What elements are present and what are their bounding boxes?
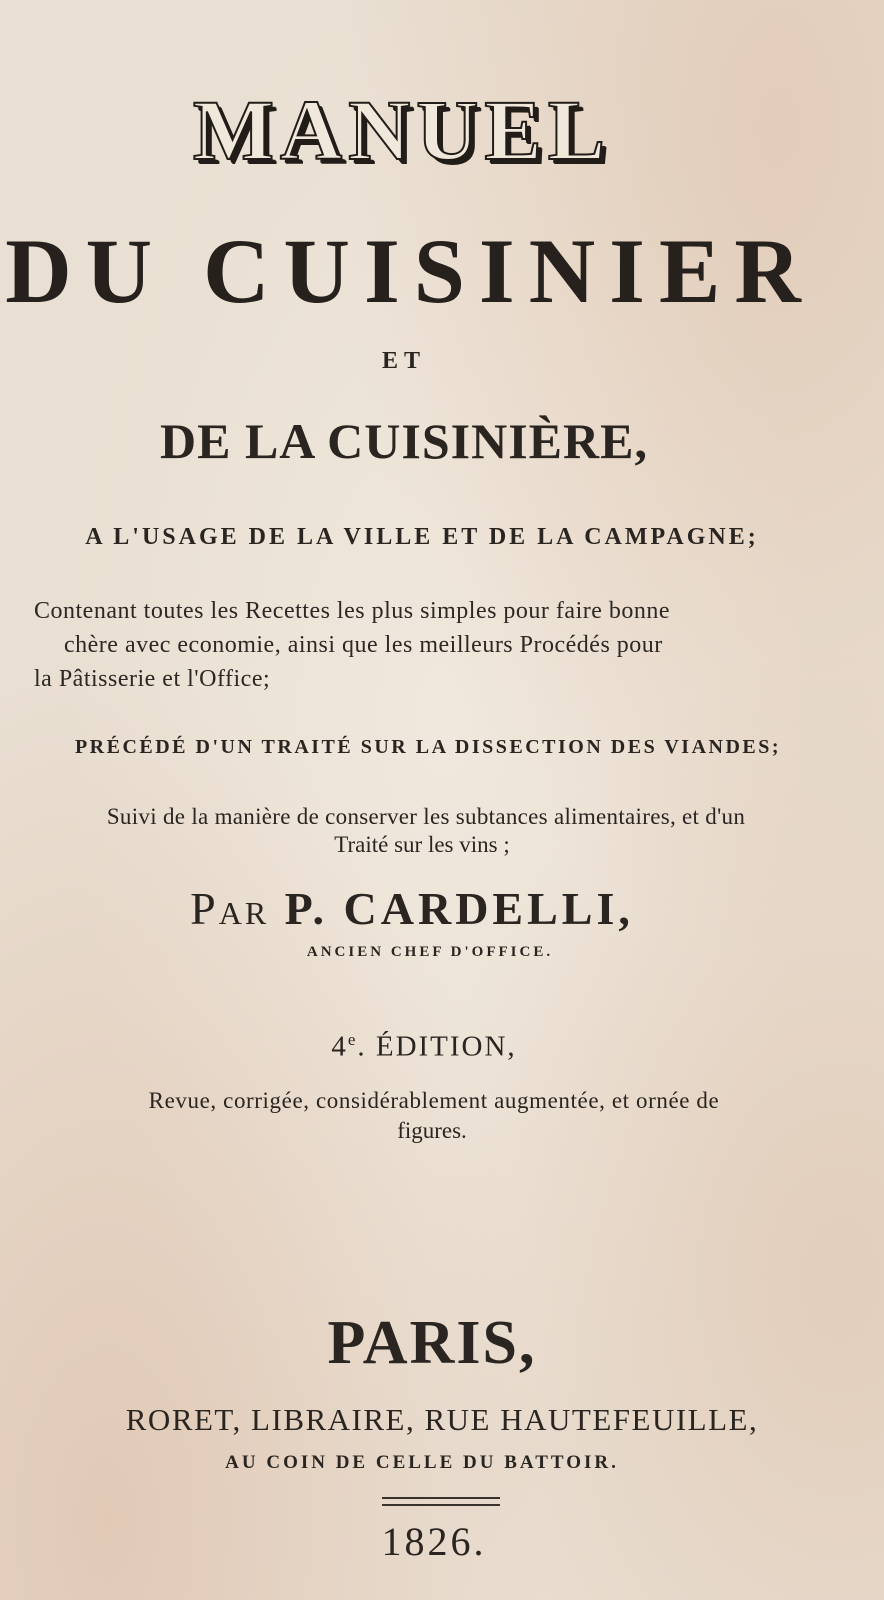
- description-paragraph: [34, 594, 824, 696]
- author-par-smallcaps: AR: [218, 895, 270, 931]
- description-line-1: Contenant toutes les Recettes les plus simples pour faire bonne: [34, 598, 671, 624]
- title-conjunction: ET: [381, 348, 426, 374]
- description-line-2: chère avec economie, ainsi que les meilleurs Procédés pour: [64, 632, 663, 658]
- revision-line-2: figures.: [397, 1118, 467, 1143]
- title-du-cuisinier: DU CUISINIER: [5, 220, 815, 322]
- followed-by-line-2: Traité sur les vins ;: [334, 832, 510, 857]
- author-par-initial: P: [190, 883, 219, 934]
- imprint-city: PARIS,: [327, 1309, 537, 1377]
- author-role: ANCIEN CHEF D'OFFICE.: [306, 944, 554, 960]
- imprint-address: AU COIN DE CELLE DU BATTOIR.: [225, 1452, 619, 1473]
- edition-line: [0, 1030, 866, 1064]
- imprint-publisher: RORET, LIBRAIRE, RUE HAUTEFEUILLE,: [125, 1402, 759, 1437]
- subtitle-usage: A L'USAGE DE LA VILLE ET DE LA CAMPAGNE;: [85, 524, 759, 550]
- revision-line-1: Revue, corrigée, considérablement augmentée, et ornée de: [148, 1088, 720, 1113]
- author-line: [0, 882, 854, 935]
- author-name: P. CARDELLI,: [269, 883, 634, 934]
- title-manuel: MANUEL: [192, 82, 612, 178]
- edition-label: . ÉDITION,: [357, 1030, 517, 1063]
- followed-by-line-1: Suivi de la manière de conserver les subtances alimentaires, et d'un: [106, 804, 746, 829]
- imprint-year: 1826.: [381, 1519, 487, 1564]
- description-line-3: la Pâtisserie et l'Office;: [34, 666, 271, 692]
- preceded-by-line: PRÉCÉDÉ D'UN TRAITÉ SUR LA DISSECTION DES VIANDES;: [74, 736, 782, 758]
- title-de-la-cuisiniere: DE LA CUISINIÈRE,: [160, 413, 648, 469]
- edition-number: 4: [331, 1030, 348, 1063]
- double-rule-divider: [382, 1497, 500, 1511]
- edition-superscript: e: [347, 1030, 358, 1049]
